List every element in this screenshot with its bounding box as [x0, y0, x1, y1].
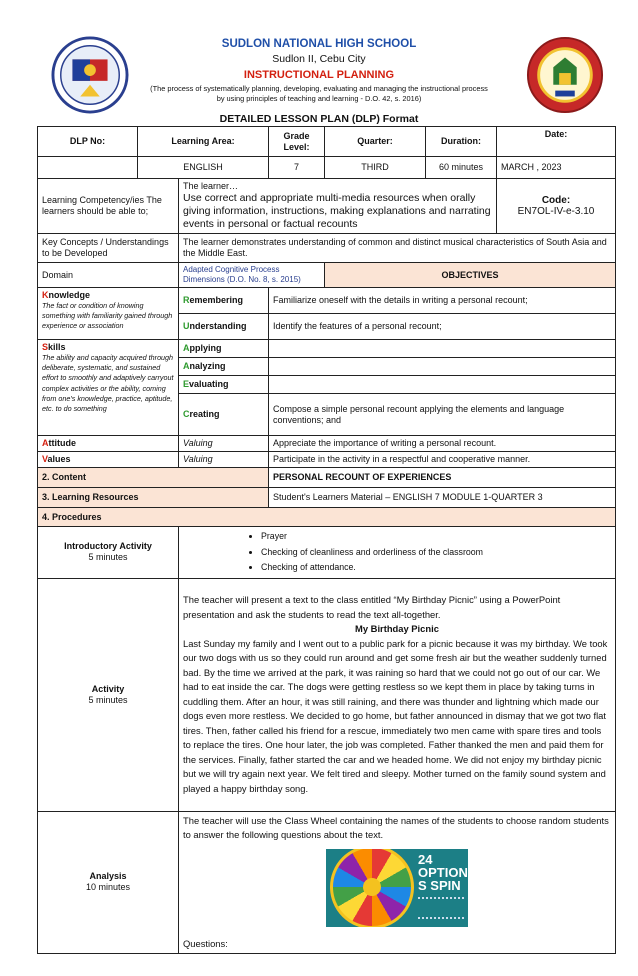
cognitive-applying: Applying	[179, 340, 269, 358]
school-address: Sudlon II, Cebu City	[272, 53, 366, 65]
analysis-text: The teacher will use the Class Wheel containing the names of the students to choose random students to answer the following questions about the text.	[183, 814, 609, 840]
values-process: Valuing	[179, 452, 269, 468]
skills-cell	[38, 340, 179, 436]
attitude-label: Attitude	[38, 436, 179, 452]
cognitive-remembering: Remembering	[179, 288, 269, 314]
dlp-no-value	[38, 157, 138, 179]
key-concepts-label: Key Concepts / Understandings to be Developed	[38, 234, 179, 263]
date-label: Date:	[497, 127, 616, 157]
analysis-time: 10 minutes	[85, 882, 131, 893]
resources-text: Student's Learners Material – ENGLISH 7 MODULE 1-QUARTER 3	[269, 488, 616, 508]
values-objective: Participate in the activity in a respectful and cooperative manner.	[269, 452, 616, 468]
intro-activity-label: Introductory Activity	[64, 541, 152, 552]
knowledge-cell	[38, 288, 179, 340]
grade-level-label: Grade Level:	[269, 127, 325, 157]
attitude-objective: Appreciate the importance of writing a personal recount.	[269, 436, 616, 452]
learning-area-value: ENGLISH	[138, 157, 269, 179]
key-concepts-text: The learner demonstrates understanding of common and distinct musical characteristics of South Asia and the Middle East.	[179, 234, 616, 263]
school-name: SUDLON NATIONAL HIGH SCHOOL	[221, 38, 417, 50]
cognitive-creating: Creating	[179, 394, 269, 436]
code-cell	[497, 179, 616, 234]
activity-content	[179, 578, 616, 811]
skills-description: The ability and capacity acquired through deliberate, systematic, and sustained effort to smoothly and adaptively carryout complex activities or the ability, coming from one's knowledge, practice, aptitude, etc. to do something	[42, 353, 174, 414]
procedures-label: 4. Procedures	[38, 508, 616, 527]
skills-title: Skills	[42, 342, 66, 352]
intro-activity-list	[183, 529, 611, 576]
knowledge-title: Knowledge	[42, 290, 91, 300]
list-item: • Checking of attendance.	[261, 560, 611, 576]
duration-value: 60 minutes	[426, 157, 497, 179]
lesson-plan-table	[37, 126, 616, 954]
quarter-label: Quarter:	[325, 127, 426, 157]
activity-intro: The teacher will present a text to the class entitled “My Birthday Picnic” using a PowerPoint presentation and ask the students to read the text all-together.	[183, 594, 561, 620]
analysis-cell	[38, 811, 179, 954]
class-wheel-image	[183, 849, 611, 927]
objective-understanding: Identify the features of a personal recount;	[269, 314, 616, 340]
questions-label: Questions:	[183, 937, 228, 949]
objective-remembering: Familiarize oneself with the details in writing a personal recount;	[269, 288, 616, 314]
knowledge-description: The fact or condition of knowing something with familiarity gained through experience or association	[42, 301, 173, 331]
code-value: EN7OL-IV-e-3.10	[517, 206, 595, 217]
attitude-process: Valuing	[179, 436, 269, 452]
instructional-planning-definition: (The process of systematically planning, developing, evaluating and managing the instructional process by using principles of teaching and learning - D.O. 42, s. 2016)	[150, 84, 488, 103]
objective-analyzing	[269, 358, 616, 376]
activity-cell	[38, 578, 179, 811]
competency-cell	[179, 179, 497, 234]
cognitive-analyzing: Analyzing	[179, 358, 269, 376]
competency-intro: The learner…	[183, 181, 239, 191]
competency-label: Learning Competency/ies The learners should be able to;	[38, 179, 179, 234]
spin-wheel-graphic	[326, 849, 468, 927]
story-title: My Birthday Picnic	[355, 623, 439, 634]
values-label: Values	[38, 452, 179, 468]
content-label: 2. Content	[38, 468, 269, 488]
story-text: Last Sunday my family and I went out to a public park for a picnic because it was my birthday. We took our two dogs with us so they could run around and get some fresh air but the weather suddenly turned bad. By the time we arrived at the park, it was raining so hard that we could not go out of our car. We had to eat inside the car. The dogs were getting restless so we kept them in place by taking turns in cuddling them. After an hour, it was still raining, and there was thunder and lightning which made our dogs even more restless. We decided to go home, but father announced in dismay that we got two flat tires. Then, father called his friend for a rescue, immediately two men came with spare tires and tools to replace the tires. One hour later, the job was completed. Father thanked the men and paid them for the services. Finally, father started the car and we headed home. We did not enjoy my birthday picnic but we will try again next year. We felt tired and sleepy. Mother turned on the family sound system and played a happy birthday song.	[183, 637, 608, 794]
domain-label: Domain	[38, 263, 179, 288]
dlp-format-title: DETAILED LESSON PLAN (DLP) Format	[219, 113, 419, 125]
grade-level-value: 7	[269, 157, 325, 179]
objective-applying	[269, 340, 616, 358]
objectives-label: OBJECTIVES	[325, 263, 616, 288]
quarter-value: THIRD	[325, 157, 426, 179]
resources-label: 3. Learning Resources	[38, 488, 269, 508]
document-header	[0, 0, 638, 125]
cognitive-evaluating: Evaluating	[179, 376, 269, 394]
competency-text: Use correct and appropriate multi-media resources when orally giving information, instructions, making explanations and narrating events in personal or factual recounts	[183, 192, 491, 230]
analysis-label: Analysis	[89, 871, 127, 882]
dlp-no-label: DLP No:	[38, 127, 138, 157]
process-dimensions-label: Adapted Cognitive Process Dimensions (D.O. No. 8, s. 2015)	[179, 263, 325, 288]
code-label: Code:	[541, 195, 571, 206]
wheel-caption: 24 OPTION S SPIN	[418, 851, 468, 893]
learning-area-label: Learning Area:	[138, 127, 269, 157]
cognitive-understanding: Understanding	[179, 314, 269, 340]
spin-wheel-icon	[330, 849, 414, 927]
activity-time: 5 minutes	[88, 694, 128, 705]
objective-creating: Compose a simple personal recount applying the elements and language conventions; and	[269, 394, 616, 436]
list-item: • Prayer	[261, 529, 611, 545]
date-value: MARCH , 2023	[497, 157, 616, 179]
analysis-content	[179, 811, 616, 954]
wheel-subtext-lines	[418, 897, 464, 919]
school-seal-icon	[526, 36, 604, 114]
content-text: PERSONAL RECOUNT OF EXPERIENCES	[269, 468, 616, 488]
list-item: • Checking of cleanliness and orderliness of the classroom	[261, 545, 611, 561]
activity-label: Activity	[91, 683, 125, 694]
duration-label: Duration:	[426, 127, 497, 157]
objective-evaluating	[269, 376, 616, 394]
section-title: INSTRUCTIONAL PLANNING	[243, 69, 395, 81]
intro-activity-time: 5 minutes	[88, 552, 128, 563]
intro-activity-list-cell	[179, 527, 616, 579]
intro-activity-cell	[38, 527, 179, 579]
